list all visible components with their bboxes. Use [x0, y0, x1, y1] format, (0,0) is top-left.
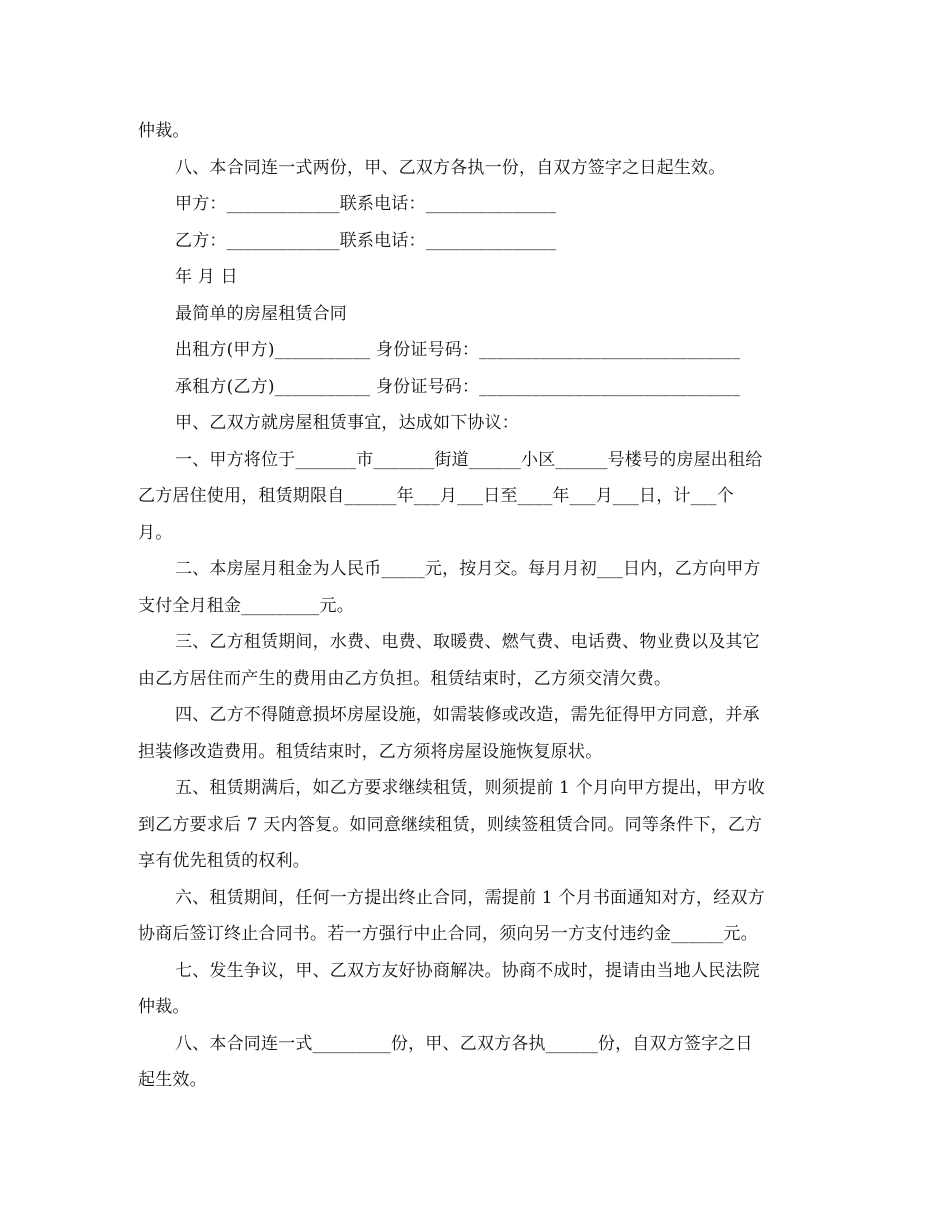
text-line: 起生效。 [138, 1070, 207, 1090]
clause-6: 六、租赁期间，任何一方提出终止合同，需提前 1 个月书面通知对方，经双方 [175, 887, 765, 908]
clause-8: 八、本合同连一式_________份，甲、乙双方各执______份，自双方签字之日 [175, 1033, 753, 1054]
lessee-line: 承租方(乙方)___________ 身份证号码：______________________________ [175, 376, 741, 397]
text-line: 协商后签订终止合同书。若一方强行中止合同，须向另一方支付违约金______元。 [138, 924, 758, 944]
clause-4: 四、乙方不得随意损坏房屋设施，如需装修或改造，需先征得甲方同意，并承 [175, 705, 760, 725]
text-line: 仲裁。 [138, 121, 190, 141]
clause-3: 三、乙方租赁期间，水费、电费、取暖费、燃气费、电话费、物业费以及其它 [175, 632, 760, 652]
text-line: 享有优先租赁的权利。 [138, 851, 310, 871]
text-line: 月。 [138, 522, 173, 543]
text-line: 到乙方要求后 7 天内答复。如同意继续租赁，则续签租赁合同。同等条件下，乙方 [138, 814, 763, 835]
text-line: 甲、乙双方就房屋租赁事宜，达成如下协议： [175, 413, 519, 433]
date-line: 年 月 日 [175, 267, 238, 287]
clause-1: 一、甲方将位于_______市_______街道______小区______号楼号的房屋出租给 [175, 449, 763, 470]
text-line: 担装修改造费用。租赁结束时，乙方须将房屋设施恢复原状。 [138, 741, 603, 762]
text-line: 八、本合同连一式两份，甲、乙双方各执一份，自双方签字之日起生效。 [175, 157, 726, 178]
text-line: 支付全月租金_________元。 [138, 595, 354, 616]
clause-5: 五、租赁期满后，如乙方要求继续租赁，则须提前 1 个月向甲方提出，甲方收 [175, 778, 765, 798]
party-a-signature-line: 甲方：_____________联系电话：_______________ [175, 194, 557, 214]
text-line: 仲裁。 [138, 997, 190, 1017]
section-title: 最简单的房屋租赁合同 [175, 303, 347, 324]
lessor-line: 出租方(甲方)___________ 身份证号码：______________________________ [175, 340, 741, 360]
text-line: 由乙方居住而产生的费用由乙方负担。租赁结束时，乙方须交清欠费。 [138, 668, 672, 689]
contract-text [138, 113, 812, 1099]
clause-7: 七、发生争议，甲、乙双方友好协商解决。协商不成时，提请由当地人民法院 [175, 960, 760, 981]
text-line: 乙方居住使用，租赁期限自______年___月___日至____年___月___日，计___个 [138, 486, 734, 506]
clause-2: 二、本房屋月租金为人民币_____元，按月交。每月月初___日内，乙方向甲方 [175, 559, 761, 579]
party-b-signature-line: 乙方：_____________联系电话：_______________ [175, 230, 557, 251]
